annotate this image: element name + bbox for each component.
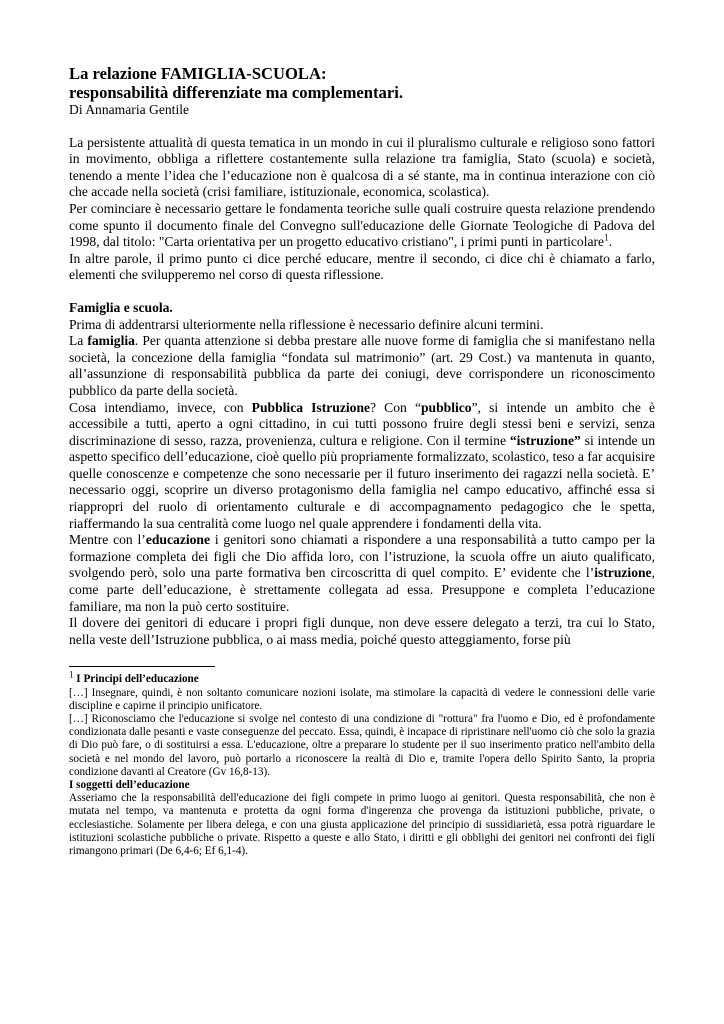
term-pubblico: pubblico [420,399,472,415]
paragraph-definitions: Prima di addentrarsi ulteriormente nella riflessione è necessario definire alcuni termini. [69,316,544,332]
paragraph-istruzione [69,400,655,533]
footnote-heading-1-text: I Principi dell’educazione [73,673,199,686]
paragraph-summary: In altre parole, il primo punto ci dice perché educare, mentre il secondo, ci dice chi è chiamato a farlo, elementi che svilupperemo nel corso di questa riflessione. [69,250,655,283]
text-run: i genitori sono chiamati a rispondere a una responsabilità a tutto campo per la formazione completa dei figli che Dio affida loro, con l’istruzione, la scuola offre un aiuto qualificato, svolgendo però, solo una parte formativa ben circoscritta di quel compito. E’ evidente che l’ [69,532,655,581]
author-line: Di Annamaria Gentile [69,102,190,117]
footnote-area [69,669,655,858]
text-run: La [69,333,88,349]
paragraph-dovere: Il dovere dei genitori di educare i propri figli dunque, non deve essere delegato a terzi, tra cui lo Stato, nella veste dell’Istruzione pubblica, o ai mass media, poiché questo atteggiamento, forse più [69,615,655,647]
footnote-paragraph-1: […] Insegnare, quindi, è non soltanto comunicare nozioni isolate, ma stimolare la capacità di vedere le connessioni delle varie discipline e capirne il principio unificatore. [69,686,655,712]
term-istruzione: “istruzione” [509,432,581,448]
document-page [69,64,655,858]
term-educazione: educazione [145,532,211,548]
paragraph-intro: La persistente attualità di questa tematica in un mondo in cui il pluralismo culturale e religioso sono fattori in movimento, obbliga a riflettere costantemente sulla relazione tra famiglia, Stato (scuola) e società, tenendo a mente l’idea che l’educazione non è qualcosa di a sé stante, ma in continua interazione con ciò che accade nella società (crisi familiare, istituzionale, economica, scolastica). [69,134,655,200]
text-run: ? Con “ [370,399,421,415]
text-run: ”, si intende un ambito che è accessibile a tutti, aperto a ogni cittadino, in cui tutti possono fruire degli stessi beni e servizi, senza discriminazione di sesso, razza, provenienza, cultura e religione. Con il termine [69,399,655,448]
paragraph-premise-end: . [608,234,612,250]
footnote-paragraph-3: Asseriamo che la responsabilità dell'educazione dei figli compete in primo luogo ai genitori. Questa responsabilità, che non è mutata nel tempo, va mantenuta e protetta da ogni forma d'ingerenza che provenga da istituzioni pubbliche, private, o ecclesiastiche. Solamente per libera delega, e con una giusta applicazione del principio di sussidiarietà, essa potrà riguardare le istituzioni scolastiche pubbliche o private. Rispetto a queste e allo Stato, i diritti e gli obblighi dei genitori nei confronti dei figli rimangono primari (De 6,4-6; Ef 6,1-4). [69,792,655,858]
document-title [69,64,655,102]
term-pubblica-istruzione: Pubblica Istruzione [251,399,371,415]
title-line-1: La relazione FAMIGLIA-SCUOLA: [69,64,327,83]
section-heading [69,300,655,317]
paragraph-premise [69,201,655,251]
paragraph-educazione [69,532,655,615]
paragraph-famiglia [69,333,655,399]
footnote-reference[interactable]: 1 [604,232,609,243]
spacer [69,284,655,300]
footnote-heading-1 [69,669,655,686]
text-run: Cosa intendiamo, invece, con [69,399,252,415]
footnote-divider [69,666,215,667]
text-run: si intende un aspetto specifico dell’educazione, cioè quello più propriamente formalizzato, scolastico, teso a far acquisire quelle conoscenze e competenze che sono necessarie per il futuro inserimento dei ragazzi nella società. E’ necessario oggi, scoprire un diverso protagonismo della famiglia nel campo educativo, affinché essa si riappropri del ruolo di orientamento culturale e di accompagnamento pedagogico che le spetta, riaffermando la sua centralità come luogo nel quale apprendere i fondamenti della vita. [69,432,655,531]
term-famiglia: famiglia [87,333,135,349]
text-run: Mentre con l’ [69,532,146,548]
footnote-heading-2: I soggetti dell’educazione [69,779,190,792]
section-heading-text: Famiglia e scuola. [69,299,173,315]
footnote-number: 1 [69,669,74,680]
text-run: , come parte dell’educazione, è strettamente collegata ad essa. Presuppone e completa l’educazione familiare, ma non la può certo sostituire. [69,565,655,614]
title-line-2: responsabilità differenziate ma complementari. [69,83,403,102]
footnote-paragraph-2: […] Riconosciamo che l'educazione si svolge nel contesto di una condizione di "rottura" fra l'uomo e Dio, ed è profondamente condizionata dalle pesanti e vaste conseguenze del peccato. Essa, quindi, è incapace di ripristinare nell'uomo ciò che solo la grazia di Dio può fare, o di sostituirsi a essa. L'educazione, oltre a preparare lo studente per il suo inserimento pratico nell'ambito della società e nel mondo del lavoro, può portarlo a riconoscere la realtà di Dio e, tramite l'opera dello Spirito Santo, la propria condizione davanti al Creatore (Gv 16,8-13). [69,713,655,778]
paragraph-premise-text: Per cominciare è necessario gettare le fondamenta teoriche sulle quali costruire questa relazione prendendo come spunto il documento finale del Convegno sull'educazione delle Giornate Teologiche di Padova del 1998, dal titolo: "Carta orientativa per un progetto educativo cristiano", i primi punti in particolare [69,200,655,250]
text-run: . Per quanta attenzione si debba prestare alle nuove forme di famiglia che si manifestano nella società, la concezione della famiglia “fondata sul matrimonio” (art. 29 Cost.) va mantenuta in quanto, all’assunzione di responsabilità pubblica da parte dei coniugi, deve corrispondere un riconoscimento pubblico da parte della società. [69,333,655,398]
term-istruzione-2: istruzione [594,565,652,581]
